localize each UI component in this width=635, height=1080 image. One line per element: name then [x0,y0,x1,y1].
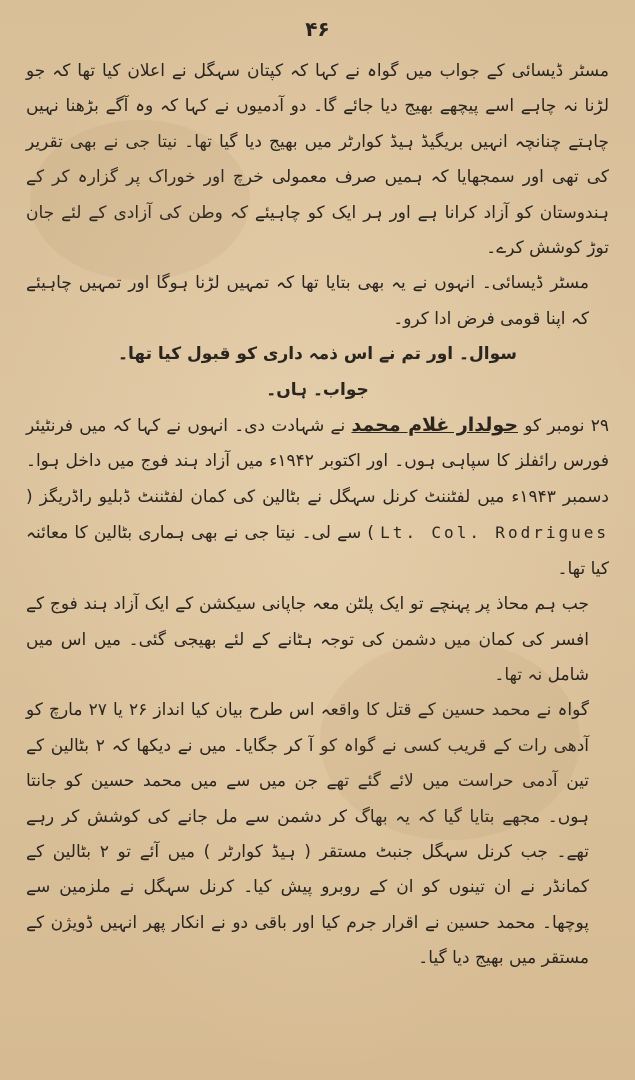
testimony-date: ۲۹ نومبر کو [518,416,609,437]
document-body [26,54,609,977]
paragraph-murder-account: گواہ نے محمد حسین کے قتل کا واقعہ اس طرح بیان کیا انداز ۲۶ یا ۲۷ مارچ کو آدھی رات کے قریب کسی نے گواہ کو آ کر جگایا۔ میں نے دیکھا کہ ۲ بٹالین کے تین آدمی حراست میں لائے گئے تھے جن میں سے میں محمد حسین کو جانتا ہوں۔ مجھے بتایا گیا کہ یہ بھاگ کر دشمن سے مل جانے کی کوشش کر رہے تھے۔ جب کرنل سہگل جنبٹ مستقر ( ہیڈ کوارٹر ) میں آئے تو ۲ بٹالین کے کمانڈر نے ان تینوں کو ان کے روبرو پیش کیا۔ کرنل سہگل نے ملزمین سے پوچھا۔ محمد حسین نے اقرار جرم کیا اور باقی دو نے انکار پھر انہیں ڈویژن کے مستقر میں بھیج دیا گیا۔ [26,700,590,969]
paragraph-desai-answer: مسٹر ڈیسائی کے جواب میں گواہ نے کہا کہ کپتان سہگل نے اعلان کیا تھا کہ جو لڑنا نہ چاہے اسے پیچھے بھیج دیا جائے گا۔ دو آدمیوں نے کہا کہ وہ آگے بڑھنا نہیں چاہتے چنانچہ انہیں بریگیڈ ہیڈ کوارٹر میں بھیج دیا گیا تھا۔ نیتا جی نے بھی تقریر کی تھی اور سمجھایا کہ ہمیں صرف معمولی خرچ اور خوراک پر گزارہ کر کے ہندوستان کو آزاد کرانا ہے اور ہر ایک کو چاہیئے کہ وطن کی آزادی کے لئے جان توڑ کوشش کرے۔ [26,61,609,259]
paragraph-answer: جواب۔ ہاں۔ [266,379,369,400]
witness-name: حولدار غلام محمد [351,414,519,437]
paragraph-front: جب ہم محاذ پر پہنچے تو ایک پلٹن معہ جاپانی سیکشن کے ایک آزاد ہند فوج کے افسر کی کمان میں دشمن کی توجہ ہٹانے کے لئے بھیجی گئی۔ میں اس میں شامل نہ تھا۔ [26,594,589,685]
paragraph-testimony [26,408,609,587]
paragraph-question: سوال۔ اور تم نے اس ذمہ داری کو قبول کیا تھا۔ [118,344,517,365]
latin-name: Lt. Col. Rodrigues [380,523,610,543]
testimony-outro: ) سے لی۔ نیتا جی نے بھی ہماری بٹالین کا معائنہ کیا تھا۔ [26,523,609,579]
page-number: ۴۶ [305,17,330,41]
paragraph-desai-question: مسٹر ڈیسائی۔ انہوں نے یہ بھی بتایا تھا کہ تمہیں لڑنا ہوگا اور تمہیں چاہیئے کہ اپنا قومی فرض ادا کرو۔ [26,273,589,329]
testimony-intro: نے شہادت دی۔ انہوں نے کہا کہ میں فرنٹیئر فورس رائفلز کا سپاہی ہوں۔ اور اکتوبر ۱۹۴۲ء میں آزاد ہند فوج میں داخل ہوا۔ دسمبر ۱۹۴۳ء میں لفٹننٹ کرنل سہگل نے بٹالین کی کمان لفٹننٹ ڈبلیو راڈریگز ( [26,416,609,507]
